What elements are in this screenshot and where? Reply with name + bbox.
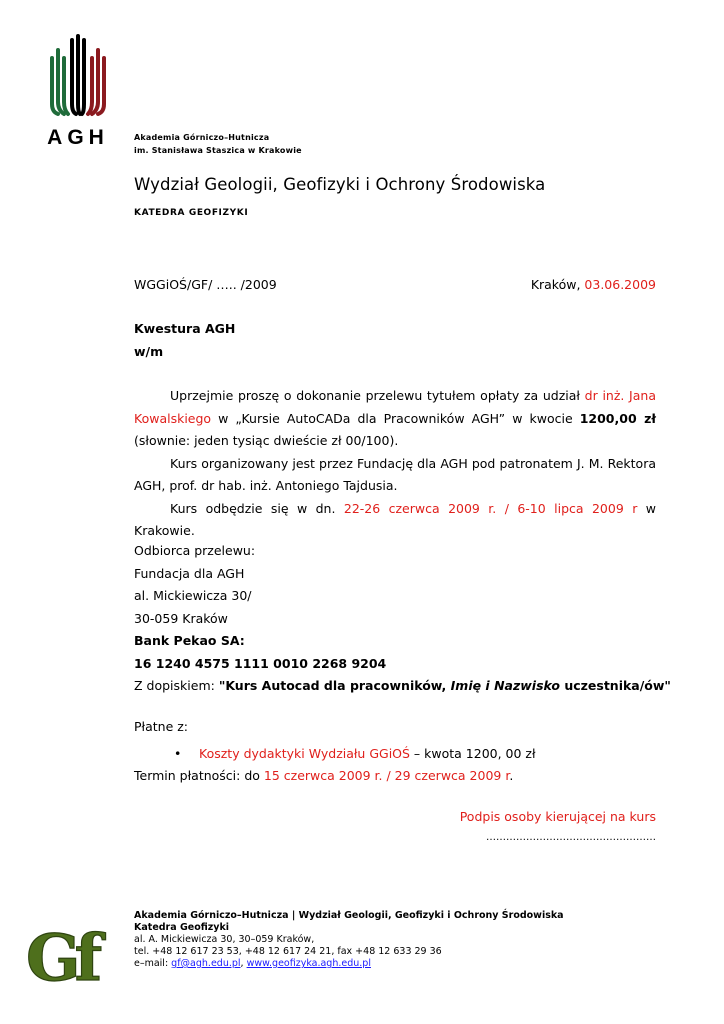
p3-text-a: Kurs odbędzie się w dn. <box>170 500 344 516</box>
bank-name: Bank Pekao SA: <box>134 633 245 648</box>
agh-logo <box>44 30 114 148</box>
place-date <box>531 274 656 297</box>
transfer-note <box>134 675 674 698</box>
footer <box>134 910 564 970</box>
signature-block <box>380 806 656 847</box>
website-link[interactable]: www.geofizyka.agh.edu.pl <box>246 958 371 969</box>
gf-logo-text: Gf <box>26 921 97 988</box>
payment-deadline <box>134 765 674 788</box>
university-name <box>134 131 302 157</box>
p1-text-a: Uprzejmie proszę o dokonanie przelewu tytułem opłaty za udział <box>170 388 585 403</box>
course-dates: 22-26 czerwca 2009 r. / 6-10 lipca 2009 r <box>343 500 638 516</box>
place: Kraków, <box>530 277 585 292</box>
account-number: 16 1240 4575 1111 0010 2268 9204 <box>134 655 387 671</box>
email-label: e–mail: <box>134 958 172 969</box>
amount: 1200,00 zł <box>579 410 656 426</box>
faculty-title: Wydział Geologii, Geofizyki i Ochrony Środowiska <box>134 175 546 194</box>
transfer-label: Odbiorca przelewu: <box>134 543 256 558</box>
payment-label: Płatne z: <box>134 719 189 734</box>
transfer-street: al. Mickiewicza 30/ <box>134 588 252 603</box>
transfer-name: Fundacja dla AGH <box>134 565 245 581</box>
footer-line-4: tel. +48 12 617 23 53, +48 12 617 24 21, fax +48 12 633 29 36 <box>134 946 442 957</box>
p1-text-b: w „Kursie AutoCADa dla Pracowników AGH” w kwocie <box>211 410 580 426</box>
payment-item <box>134 743 674 766</box>
email-link[interactable]: gf@agh.edu.pl <box>171 958 241 969</box>
footer-line-1: Akademia Górniczo–Hutnicza | Wydział Geologii, Geofizyki i Ochrony Środowiska <box>134 910 564 921</box>
note-text-b: uczestnika/ów" <box>559 678 671 693</box>
participant-name: dr inż. Jana Kowalskiego <box>134 388 656 426</box>
transfer-city: 30-059 Kraków <box>134 610 228 626</box>
paragraph-dates <box>134 498 656 543</box>
university-line-1: Akademia Górniczo–Hutnicza <box>134 133 270 142</box>
gf-logo <box>24 918 114 988</box>
p3-text-b: w Krakowie. <box>134 500 656 538</box>
paragraph-request <box>134 385 656 453</box>
agh-logo-text: AGH <box>47 126 109 148</box>
transfer-details <box>134 540 674 698</box>
payment-source: Koszty dydaktyki Wydziału GGiOŚ <box>199 745 410 761</box>
recipient-line-2: w/m <box>134 343 164 359</box>
letter-body <box>134 385 656 543</box>
deadline-label: Termin płatności: do <box>134 768 264 783</box>
deadline-dates: 15 czerwca 2009 r. / 29 czerwca 2009 r <box>263 768 510 783</box>
department-title: KATEDRA GEOFIZYKI <box>134 208 249 218</box>
reference-number: WGGiOŚ/GF/ ….. /2009 <box>134 277 277 292</box>
p1-text-c: (słownie: jeden tysiąc dwieście zł 00/100). <box>134 433 399 448</box>
payment-amount: – kwota 1200, 00 zł <box>409 745 536 761</box>
payment-section <box>134 716 674 788</box>
note-label: Z dopiskiem: <box>134 678 219 693</box>
footer-line-5 <box>134 958 564 970</box>
separator: , <box>240 958 247 969</box>
date: 03.06.2009 <box>584 277 656 292</box>
deadline-end: . <box>509 768 514 783</box>
paragraph-organizer: Kurs organizowany jest przez Fundację dla AGH pod patronatem J. M. Rektora AGH, prof. dr hab. inż. Antoniego Tajdusia. <box>134 455 656 493</box>
footer-line-2: Katedra Geofizyki <box>134 922 230 933</box>
note-italic: Imię i Nazwisko <box>450 678 560 693</box>
recipient <box>134 318 235 363</box>
bullet-icon: • <box>174 745 182 761</box>
reference-line <box>134 274 656 297</box>
university-line-2: im. Stanisława Staszica w Krakowie <box>134 146 302 155</box>
recipient-line-1: Kwestura AGH <box>134 321 236 336</box>
footer-line-3: al. A. Mickiewicza 30, 30–059 Kraków, <box>134 934 315 945</box>
note-text-a: "Kurs Autocad dla pracowników, <box>218 678 451 693</box>
signature-label: Podpis osoby kierującej na kurs <box>459 809 656 824</box>
signature-line: …………………………………………… <box>486 831 656 843</box>
